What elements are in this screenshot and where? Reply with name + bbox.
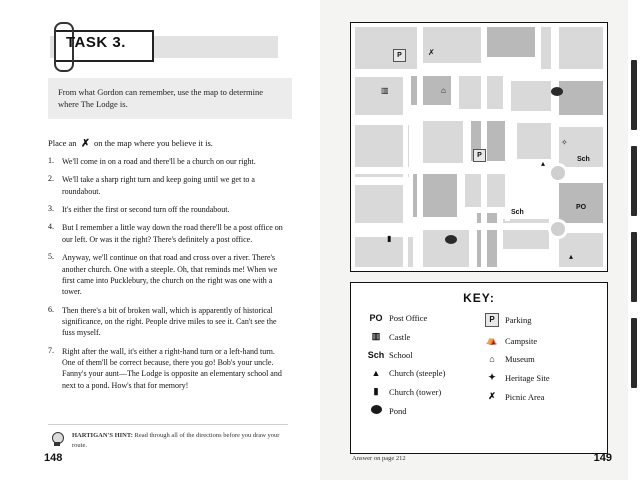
- key-column-left: [363, 313, 479, 424]
- hint-body: Read through all of the directions before you draw your route.: [72, 432, 280, 449]
- key-item-school: [363, 350, 479, 360]
- task-intro: From what Gordon can remember, use the map to determine where The Lodge is.: [48, 78, 292, 119]
- key-item-parking: [479, 313, 595, 327]
- picnic-area-icon: ✗: [428, 48, 435, 57]
- church-steeple-icon: ▴: [569, 252, 574, 261]
- edge-mark: [631, 60, 637, 130]
- edge-mark: [631, 232, 637, 302]
- hint-text: [72, 431, 288, 451]
- key-item-castle: [363, 331, 479, 342]
- list-item-text: Then there's a bit of broken wall, which is apparently of historical significance, on the right. People drive miles to see it. Can't see the fuss myself.: [62, 305, 277, 338]
- map-label-po: PO: [576, 204, 587, 211]
- church-tower-icon: ▮: [387, 234, 392, 243]
- list-item: [48, 174, 288, 197]
- campsite-icon: ⛺: [486, 335, 498, 345]
- instruction-prefix: Place an: [48, 138, 77, 148]
- key-item-pond: [363, 405, 479, 416]
- map-frame: [350, 22, 608, 272]
- key-label: Museum: [505, 354, 535, 364]
- key-item-campsite: [479, 335, 595, 346]
- page-number-left: 148: [44, 452, 63, 464]
- key-label: Church (tower): [389, 386, 442, 397]
- church-steeple-icon: ▴: [541, 159, 546, 168]
- map-label-school: Sch: [511, 209, 524, 216]
- key-label: Picnic Area: [505, 391, 545, 402]
- key-label: School: [389, 350, 413, 360]
- pond-icon: [363, 405, 389, 416]
- x-mark-icon: ✗: [80, 136, 90, 150]
- answer-note: Answer on page 212: [352, 455, 406, 462]
- list-item-number: 3.: [48, 204, 54, 214]
- key-label: Post Office: [389, 313, 428, 323]
- key-item-church-steeple: [363, 368, 479, 378]
- instruction-suffix: on the map where you believe it is.: [93, 138, 213, 148]
- list-item-text: Right after the wall, it's either a right-hand turn or a left-hand turn. One of them'll be correct because, there you go! Bob's your uncle. Fanny's your aunt—The Lodge is opposite an elementary school and next to a pond. How's that for memory!: [62, 346, 282, 390]
- parking-icon: P: [473, 149, 486, 162]
- edge-index-strip: [628, 0, 640, 480]
- parking-icon: P: [393, 49, 406, 62]
- church-steeple-icon: ▲: [371, 368, 381, 378]
- key-label: Pond: [389, 405, 407, 416]
- parking-icon: P: [479, 313, 505, 327]
- list-item-text: We'll take a sharp right turn and keep going until we get to a roundabout.: [62, 175, 255, 196]
- list-item: [48, 156, 288, 167]
- museum-icon: ⌂: [489, 354, 495, 364]
- list-item-number: 2.: [48, 174, 54, 184]
- map-key: [350, 282, 608, 454]
- list-item-text: We'll come in on a road and there'll be a church on our right.: [62, 157, 256, 166]
- pond-icon: [445, 235, 457, 244]
- key-item-museum: [479, 354, 595, 364]
- castle-icon: ▥: [381, 86, 389, 95]
- list-item: [48, 252, 288, 297]
- roundabout: [548, 163, 568, 183]
- key-item-post-office: [363, 313, 479, 323]
- key-label: Parking: [505, 315, 532, 325]
- key-label: Heritage Site: [505, 372, 550, 383]
- town-map: [355, 27, 603, 267]
- church-tower-icon: ▮: [373, 386, 379, 396]
- key-column-right: [479, 313, 595, 424]
- post-office-icon: PO: [369, 313, 383, 323]
- school-icon: Sch: [367, 350, 385, 360]
- pond-icon: [551, 87, 563, 96]
- heritage-site-icon: ✧: [561, 138, 568, 147]
- map-label-school-2: Sch: [577, 156, 590, 163]
- directions-list: [48, 156, 288, 398]
- page-number-right: 149: [593, 452, 612, 464]
- list-item: [48, 204, 288, 215]
- list-item-number: 7.: [48, 345, 54, 355]
- castle-icon: ▥: [371, 331, 381, 341]
- picnic-area-icon: ✗: [488, 391, 496, 401]
- key-label: Church (steeple): [389, 368, 446, 378]
- museum-icon: ⌂: [441, 86, 446, 95]
- key-item-picnic-area: [479, 391, 595, 402]
- roundabout: [548, 219, 568, 239]
- list-item-text: It's either the first or second turn off the roundabout.: [62, 205, 230, 215]
- list-item-number: 1.: [48, 156, 54, 165]
- list-item: [48, 222, 288, 245]
- key-label: Castle: [389, 331, 411, 342]
- key-item-heritage-site: [479, 372, 595, 383]
- lightbulb-icon: [48, 431, 66, 449]
- task-title: TASK 3.: [66, 34, 126, 51]
- edge-mark: [631, 318, 637, 388]
- place-x-instruction: [48, 138, 286, 149]
- hint-box: [48, 424, 288, 451]
- key-title: KEY:: [463, 291, 495, 305]
- task-header: [28, 30, 278, 64]
- key-item-church-tower: [363, 386, 479, 397]
- list-item-text: Anyway, we'll continue on that road and cross over a river. There's another church. One with a steeple. Oh, that reminds me! When we first came into Pucklebury, the church on the right was one with a tower.: [62, 253, 278, 297]
- key-label: Campsite: [505, 335, 538, 346]
- heritage-site-icon: ✦: [488, 372, 496, 382]
- hint-title: HARTIGAN'S HINT:: [72, 432, 133, 439]
- edge-mark: [631, 146, 637, 216]
- list-item: [48, 346, 288, 391]
- list-item-number: 6.: [48, 304, 54, 314]
- list-item-number: 5.: [48, 252, 54, 262]
- list-item-number: 4.: [48, 222, 54, 232]
- list-item: [48, 305, 288, 339]
- list-item-text: But I remember a little way down the road there'll be a post office on our left. Or was it the right? There's definitely a post office.: [62, 223, 283, 244]
